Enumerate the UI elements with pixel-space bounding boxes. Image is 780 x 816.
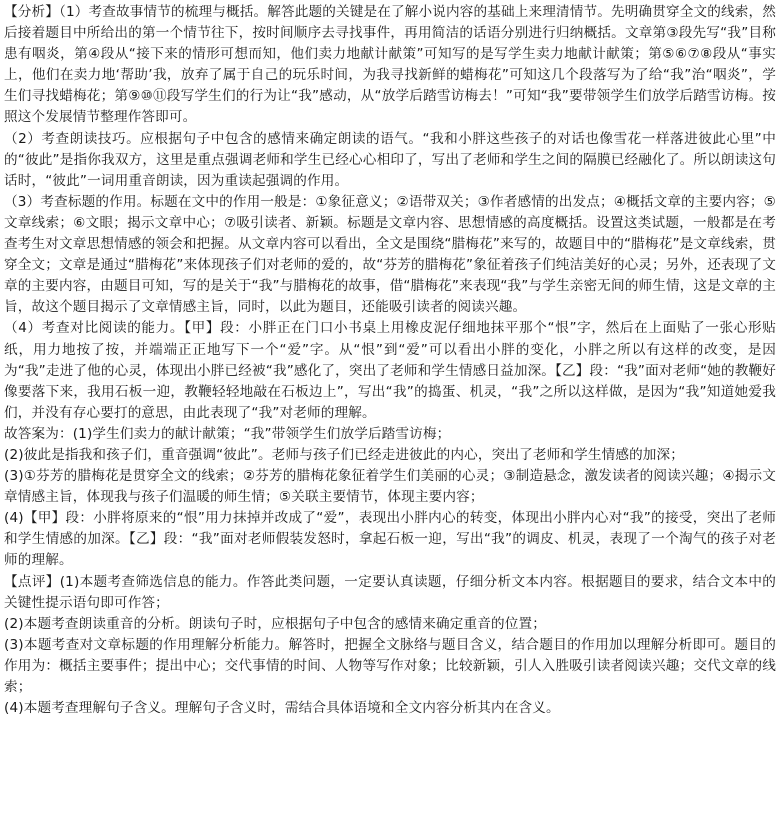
answer-paragraph-4: (4)【甲】段：小胖将原来的“恨”用力抹掉并改成了“爱”，表现出小胖内心的转变，体现出小胖内心对“我”的接受，突出了老师和学生情感的加深。【乙】段：“我”面对老师假装发怒时，拿起石板一迎，写出“我”的调皮、机灵，表现了一个淘气的孩子对老师的理解。: [4, 510, 776, 569]
comment-paragraph-3: (3)本题考查对文章标题的作用理解分析能力。解答时，把握全文脉络与题目含义，结合题目的作用加以理解分析即可。题目的作用为：概括主要事件；提出中心；交代事情的时间、人物等写作对象；比较新颖，引人入胜吸引读者阅读兴趣；交代文章的线索；: [4, 636, 776, 695]
analysis-paragraph-4: （4）考查对比阅读的能力。【甲】段：小胖正在门口小书桌上用橡皮泥仔细地抹平那个“恨”字，然后在上面贴了一张心形贴纸，用力地按了按，并端端正正地写下一个“爱”字。从“恨”到“爱”可以看出小胖的变化，小胖之所以有这样的改变，是因为“我”走进了他的心灵，体现出小胖已经被“我”感化了，突出了老师和学生情感日益加深。【乙】段：“我”面对老师“她的教鞭好像要落下来，我用石板一迎，教鞭轻轻地敲在石板边上”，写出“我”的捣蛋、机灵，“我”之所以这样做，是因为“我”知道她爱我们，并没有存心要打的意思，由此表现了“我”对老师的理解。: [4, 320, 776, 421]
analysis-paragraph-3: （3）考查标题的作用。标题在文中的作用一般是：①象征意义；②语带双关；③作者感情的出发点；④概括文章的主要内容；⑤文章线索；⑥文眼；揭示文章中心；⑦吸引读者、新颖。标题是文章内容、思想情感的高度概括。设置这类试题，一般都是在考查考生对文章思想情感的领会和把握。从文章内容可以看出，全文是围绕“腊梅花”来写的，故题目中的“腊梅花”是文章线索，贯穿全文；文章是通过“腊梅花”来体现孩子们对老师的爱的，故“芬芳的腊梅花”象征着孩子们纯洁美好的心灵；另外，还表现了文章的主要内容，由题目可知，写的是关于“我”与腊梅花的故事，借“腊梅花”来表现“我”与学生亲密无间的师生情，这是文章的主旨，故这个题目揭示了文章情感主旨，同时，以此为题目，还能吸引读者的阅读兴趣。: [4, 193, 776, 316]
answer-paragraph-1: 故答案为：(1)学生们卖力的献计献策；“我”带领学生们放学后踏雪访梅；: [4, 425, 451, 442]
analysis-paragraph-1: 【分析】（1）考查故事情节的梳理与概括。解答此题的关键是在了解小说内容的基础上来理清情节。先明确贯穿全文的线索，然后接着题目中所给出的第一个情节往下，按时间顺序去寻找事件，再用简洁的话语分别进行归纳概括。文章第③段先写“我”目称患有咽炎，第④段从“接下来的情形可想而知，他们卖力地献计献策”可知写的是写学生卖力地献计献策；第⑤⑥⑦⑧段从“事实上，他们在卖力地‘帮助’我，放弃了属于自己的玩乐时间，为我寻找新鲜的蜡梅花”可知这几个段落写为了给“我”治“咽炎”，学生们寻找蜡梅花；第⑨⑩⑪段写学生们的行为让“我”感动，从“放学后踏雪访梅去！”可知“我”要带领学生们放学后踏雪访梅。按照这个发展情节整理作答即可。: [4, 4, 776, 126]
answer-paragraph-3: (3)①芬芳的腊梅花是贯穿全文的线索；②芬芳的腊梅花象征着学生们美丽的心灵；③制造悬念，激发读者的阅读兴趣；④揭示文章情感主旨，体现我与孩子们温暖的师生情；⑤关联主要情节，体现主要内容；: [4, 468, 776, 506]
analysis-paragraph-2: （2）考查朗读技巧。应根据句子中包含的感情来确定朗读的语气。“我和小胖这些孩子的对话也像雪花一样落进彼此心里”中的“彼此”是指你我双方，这里是重点强调老师和学生已经心心相印了，写出了老师和学生之间的隔膜已经融化了。所以朗读这句话时，“彼此”一词用重音朗读，因为重读起强调的作用。: [4, 130, 776, 189]
comment-paragraph-1: 【点评】(1)本题考查筛选信息的能力。作答此类问题，一定要认真读题，仔细分析文本内容。根据题目的要求，结合文本中的关键性提示语句即可作答；: [4, 573, 776, 611]
comment-paragraph-4: (4)本题考查理解句子含义。理解句子含义时，需结合具体语境和全文内容分析其内在含义。: [4, 700, 560, 717]
answer-paragraph-2: (2)彼此是指我和孩子们，重音强调“彼此”。老师与孩子们已经走进彼此的内心，突出了老师和学生情感的加深；: [4, 446, 685, 463]
comment-paragraph-2: (2)本题考查朗读重音的分析。朗读句子时，应根据句子中包含的感情来确定重音的位置；: [4, 615, 546, 632]
